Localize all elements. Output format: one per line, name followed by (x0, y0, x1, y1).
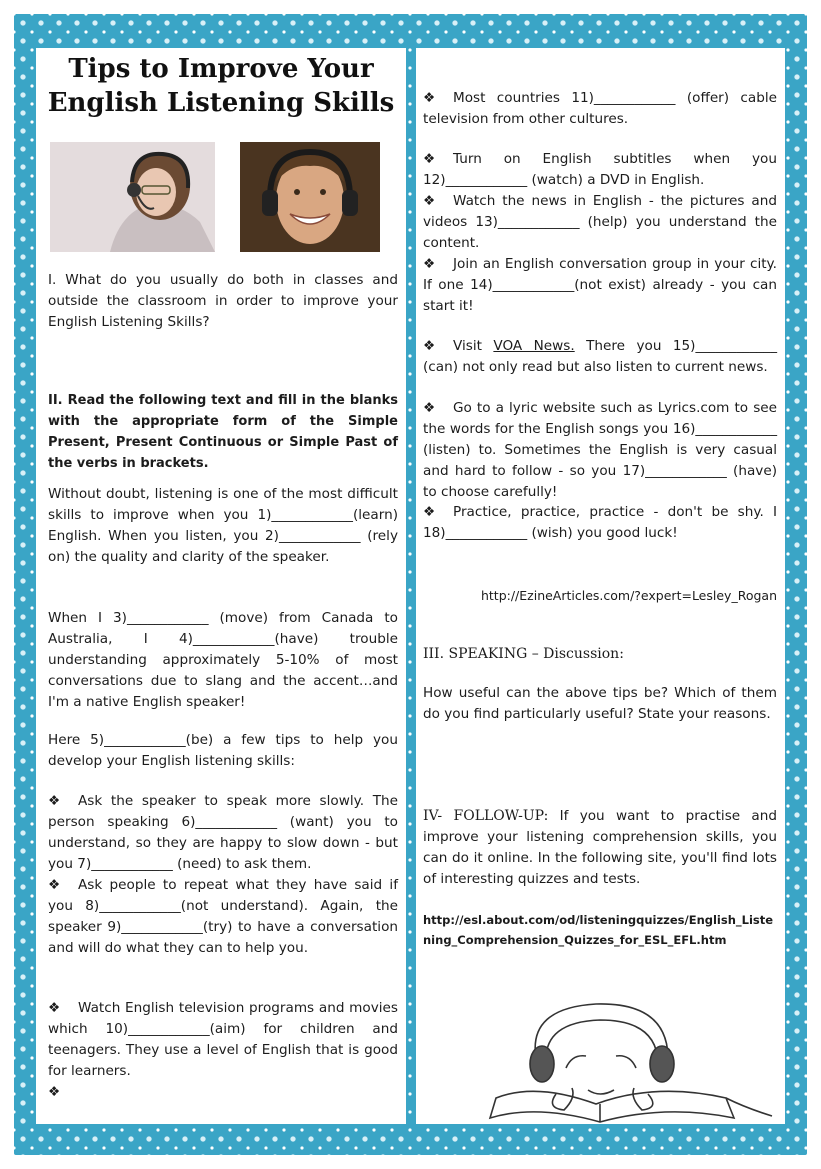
left-column (36, 48, 406, 1124)
paragraph-2: When I 3)____________ (move) from Canada to Australia, I 4)____________(have) trouble understanding approximately 5-10% of most conversations due to slang and the accent…and I'm a native English speaker! (48, 610, 398, 710)
bullet-icon: ❖ (48, 1000, 61, 1016)
paragraph-3: Here 5)____________(be) a few tips to help you develop your English listening skills: (48, 732, 398, 769)
source-citation: http://EzineArticles.com/?expert=Lesley_Rogan (480, 588, 777, 603)
tip-item-1 (48, 791, 398, 875)
section-three-label: III. SPEAKING – Discussion: (423, 646, 624, 662)
tip-item-5 (423, 149, 777, 191)
tip-text-8-pre: Visit (453, 338, 482, 354)
girl-with-headset-photo (50, 142, 215, 252)
bullet-icon: ❖ (423, 90, 436, 106)
girl-reading-with-headphones-drawing (476, 998, 776, 1124)
tip-item-9 (423, 398, 777, 503)
title-line-1: Tips to Improve Your (68, 54, 374, 84)
tip-text-6: Watch the news in English - the pictures and videos 13)____________ (help) you understand the content. (423, 193, 777, 251)
bullet-icon: ❖ (423, 400, 436, 416)
tip-item-4 (423, 88, 777, 130)
tip-text-4: Most countries 11)____________ (offer) cable television from other cultures. (423, 90, 777, 127)
photos (36, 136, 406, 256)
bullet-icon: ❖ (423, 504, 436, 520)
tip-text-8-post: There you 15)____________ (can) not only read but also listen to current news. (423, 338, 778, 375)
section-four-label: IV- FOLLOW-UP: (423, 808, 549, 824)
bullet-icon: ❖ (423, 193, 436, 209)
voa-news-link[interactable]: VOA News. (493, 338, 575, 354)
tip-text-1: Ask the speaker to speak more slowly. The person speaking 6)____________ (want) you to understand, so they are happy to slow down - but you 7)____________ (need) to ask them. (48, 793, 398, 872)
title-line-2: English Listening Skills (47, 88, 395, 118)
tip-item-2 (48, 875, 398, 959)
question-one: I. What do you usually do both in classes and outside the classroom in order to improve your English Listening Skills? (48, 272, 398, 330)
tip-item-7 (423, 254, 777, 317)
bullet-icon: ❖ (48, 877, 61, 893)
tip-text-2: Ask people to repeat what they have said if you 8)____________(not understand). Again, the speaker 9)____________(try) to have a conversation and will do what they can to help you. (48, 877, 398, 956)
tip-item-6 (423, 191, 777, 254)
quizzes-link[interactable]: http://esl.about.com/od/listeningquizzes/English_Listening_Comprehension_Quizzes_for_ESL_EFL.htm (423, 913, 774, 947)
tip-text-3: Watch English television programs and movies which 10)____________(aim) for children and teenagers. They use a level of English that is good for learners. (48, 1000, 398, 1079)
man-with-headphones-photo (240, 142, 380, 252)
tip-item-empty (48, 1082, 398, 1103)
question-two: II. Read the following text and fill in the blanks with the appropriate form of the Simple Present, Present Continuous or Simple Past of the verbs in brackets. (48, 393, 398, 471)
bullet-icon: ❖ (423, 151, 436, 167)
bullet-icon: ❖ (48, 1084, 61, 1100)
section-three-question: How useful can the above tips be? Which of them do you find particularly useful? State your reasons. (423, 685, 777, 722)
paragraph-1: Without doubt, listening is one of the most difficult skills to improve when you 1)____________(learn) English. When you listen, you 2)____________ (rely on) the quality and clarity of the speaker. (48, 486, 398, 565)
tip-text-7: Join an English conversation group in your city. If one 14)____________(not exist) already - you can start it! (423, 256, 777, 314)
section-four-text: If you want to practise and improve your listening comprehension skills, you can do it online. In the following site, you'll find lots of interesting quizzes and tests. (423, 808, 777, 887)
right-column (416, 48, 785, 1124)
tip-text-9: Go to a lyric website such as Lyrics.com to see the words for the English songs you 16)____________ (listen) to. Sometimes the English is very casual and hard to follow - so you 17)____________ (have) to choose carefully! (423, 400, 777, 500)
bullet-icon: ❖ (48, 793, 61, 809)
page-title (36, 52, 406, 120)
bullet-icon: ❖ (423, 256, 436, 272)
section-four (423, 806, 777, 890)
tip-item-10 (423, 502, 777, 544)
tip-item-3 (48, 998, 398, 1082)
tip-item-8 (423, 336, 777, 378)
tip-text-5: Turn on English subtitles when you 12)____________ (watch) a DVD in English. (423, 151, 777, 188)
tip-text-10: Practice, practice, practice - don't be shy. I 18)____________ (wish) you good luck! (423, 504, 777, 541)
bullet-icon: ❖ (423, 338, 436, 354)
